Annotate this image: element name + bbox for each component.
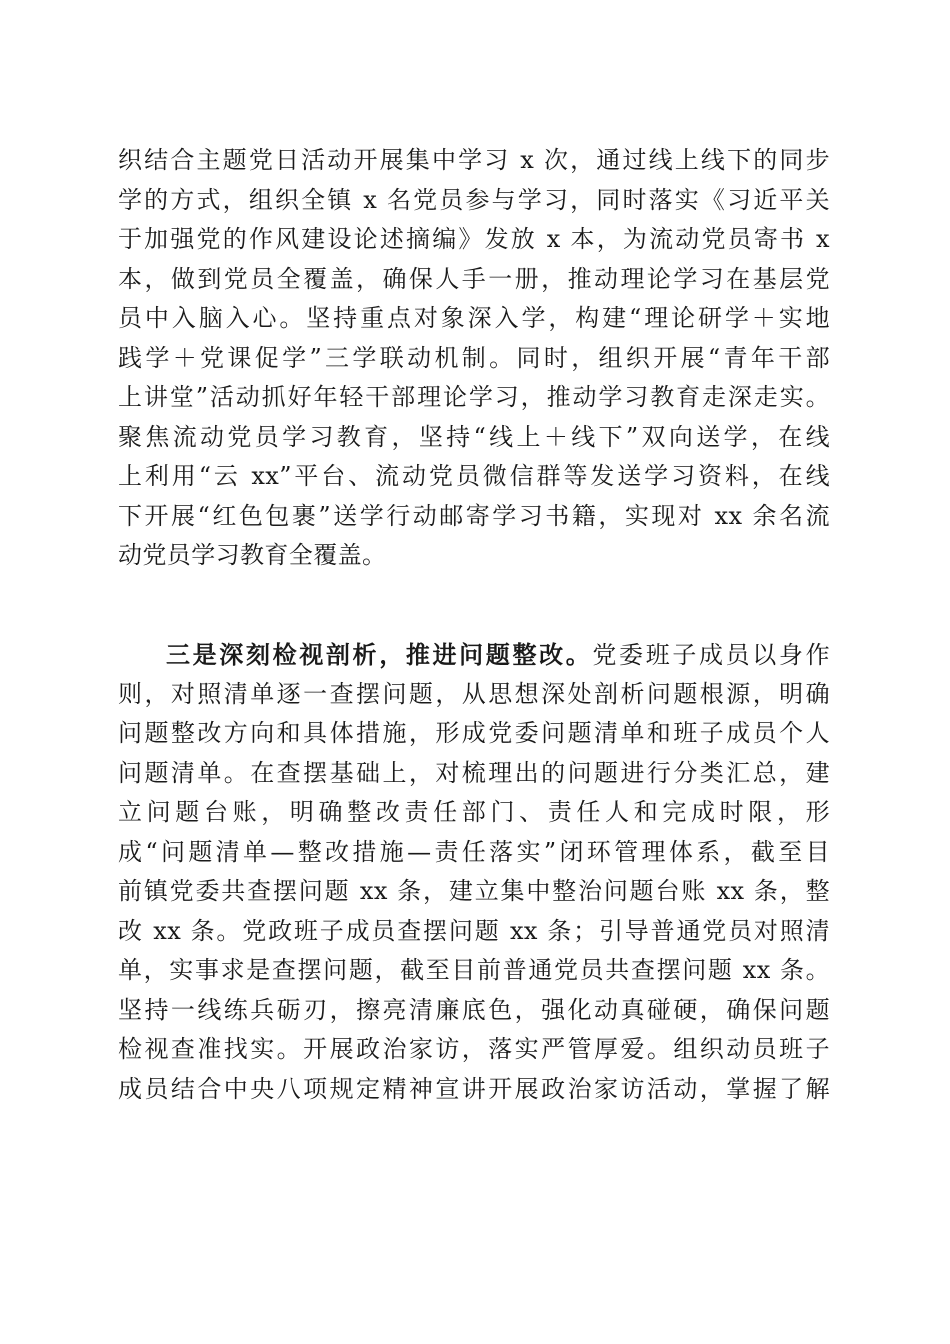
paragraph-problem-rectification	[118, 635, 830, 1109]
text-line: 坚持一线练兵砺刃，擦亮清廉底色，强化动真碰硬，确保问题	[118, 995, 830, 1024]
text-line: 立问题台账，明确整改责任部门、责任人和完成时限，形	[118, 798, 830, 826]
text-line: 动党员学习教育全覆盖。	[118, 541, 387, 569]
text-line: 学的方式，组织全镇 x 名党员参与学习，同时落实《习近平关	[118, 185, 830, 214]
text-line: 前镇党委共查摆问题 xx 条，建立集中整治问题台账 xx 条，整	[118, 877, 830, 905]
heading-line-rest: 党委班子成员以身作	[592, 641, 830, 669]
text-line: 于加强党的作风建设论述摘编》发放 x 本，为流动党员寄书 x	[118, 225, 830, 253]
text-line: 问题整改方向和具体措施，形成党委问题清单和班子成员个人	[118, 719, 830, 747]
text-line: 单，实事求是查摆问题，截至目前普通党员共查摆问题 xx 条。	[118, 956, 830, 984]
text-line: 践学＋党课促学”三学联动机制。同时，组织开展“青年干部	[118, 343, 830, 372]
text-line: 改 xx 条。党政班子成员查摆问题 xx 条；引导普通党员对照清	[118, 916, 830, 945]
text-line: 问题清单。在查摆基础上，对梳理出的问题进行分类汇总，建	[118, 758, 830, 787]
paragraph-first-line	[118, 635, 830, 675]
text-line: 成员结合中央八项规定精神宣讲开展政治家访活动，掌握了解	[118, 1074, 830, 1103]
text-line: 则，对照清单逐一查摆问题，从思想深处剖析问题根源，明确	[118, 679, 830, 708]
text-line: 下开展“红色包裹”送学行动邮寄学习书籍，实现对 xx 余名流	[118, 501, 830, 530]
text-line: 上利用“云 xx”平台、流动党员微信群等发送学习资料，在线	[118, 462, 830, 490]
text-line: 成“问题清单—整改措施—责任落实”闭环管理体系，截至目	[118, 837, 830, 866]
text-line: 织结合主题党日活动开展集中学习 x 次，通过线上线下的同步	[118, 146, 830, 174]
text-line: 本，做到党员全覆盖，确保人手一册，推动理论学习在基层党	[118, 264, 830, 293]
section-heading: 三是深刻检视剖析，推进问题整改。	[166, 640, 593, 669]
paragraph-theory-study	[118, 141, 830, 576]
text-line: 员中入脑入心。坚持重点对象深入学，构建“理论研学＋实地	[118, 304, 830, 332]
text-line: 检视查准找实。开展政治家访，落实严管厚爱。组织动员班子	[118, 1035, 830, 1063]
text-line: 聚焦流动党员学习教育，坚持“线上＋线下”双向送学，在线	[118, 422, 830, 451]
text-line: 上讲堂”活动抓好年轻干部理论学习，推动学习教育走深走实。	[118, 383, 830, 411]
